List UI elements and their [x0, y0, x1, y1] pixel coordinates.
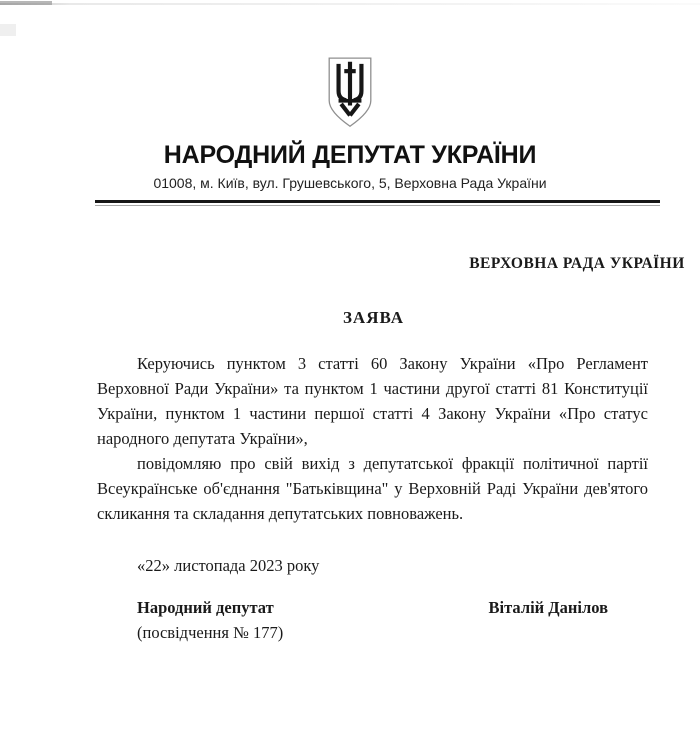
body-paragraphs: [97, 351, 650, 526]
signature-block: [97, 595, 650, 645]
addressee-heading: ВЕРХОВНА РАДА УКРАЇНИ: [469, 255, 685, 272]
letterhead-title: НАРОДНИЙ ДЕПУТАТ УКРАЇНИ: [163, 141, 537, 169]
letterhead-address: 01008, м. Київ, вул. Грушевського, 5, Верховна Рада України: [153, 175, 547, 191]
scan-edge-smudge: [0, 24, 16, 36]
letterhead-divider: [95, 200, 660, 206]
signer-position: Народний депутат: [137, 598, 274, 617]
document-body: [97, 255, 685, 645]
letterhead: [0, 0, 700, 191]
scan-edge-line: [0, 3, 700, 5]
signature-left-column: [137, 595, 283, 645]
signer-name: Віталій Данілов: [488, 598, 608, 617]
paragraph-statement: повідомляю про свій вихід з депутатської фракції політичної партії Всеукраїнське об'єднання "Батьківщина" у Верховній Раді України дев'ятого скликання та складання депутатських повноважень.: [97, 454, 648, 523]
document-title: ЗАЯВА: [342, 308, 405, 327]
ukraine-trident-emblem-icon: [0, 54, 700, 132]
scan-edge-mark: [0, 1, 52, 5]
date-line: «22» листопада 2023 року: [137, 556, 320, 575]
signer-credential: (посвідчення № 177): [137, 623, 284, 642]
paragraph-legal-basis: Керуючись пунктом 3 статті 60 Закону України «Про Регламент Верховної Ради України» та пунктом 1 частини другої статті 81 Конституції України, пунктом 1 частини першої статті 4 Закону України «Про статус народного депутата України»,: [97, 354, 648, 448]
